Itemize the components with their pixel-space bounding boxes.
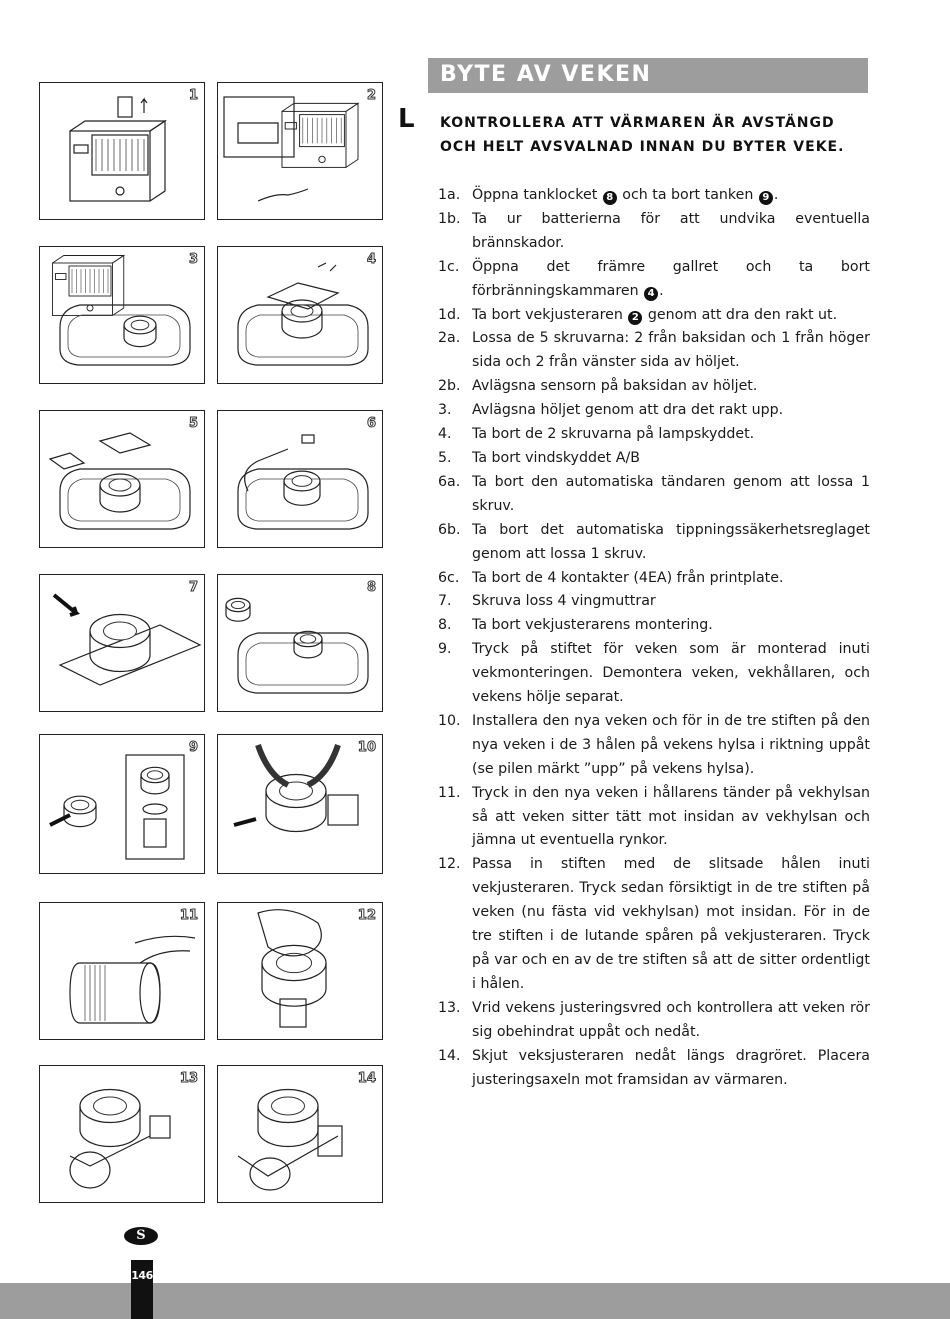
step-number: 6a. bbox=[438, 473, 461, 490]
figure-number: 11 bbox=[179, 908, 198, 923]
part-number-badge: 9 bbox=[759, 191, 773, 205]
step-number: 9. bbox=[438, 641, 452, 658]
section-title-bar bbox=[428, 58, 868, 93]
figure-illustration bbox=[40, 903, 205, 1040]
figure-number: 2 bbox=[366, 88, 376, 103]
figure-illustration bbox=[218, 247, 383, 384]
step-item bbox=[438, 256, 870, 304]
step-number: 2a. bbox=[438, 330, 461, 347]
step-item bbox=[438, 399, 870, 423]
figure-illustration bbox=[218, 1066, 383, 1203]
step-text: Avlägsna sensorn på baksidan av höljet. bbox=[472, 378, 758, 395]
figure-panel-10 bbox=[217, 734, 383, 874]
step-item bbox=[438, 638, 870, 710]
step-text: Passa in stiften med de slitsade hålen inuti vekjusteraren. Tryck sedan försiktigt in de tre stiften på veken (nu fästa vid vekhylsan) mot insidan. För in de tre stiften i de lutande spåren på vekjusteraren. Tryck på var och en av de tre stiften så att de sitter ordentligt i hålen. bbox=[472, 856, 870, 992]
warning-text: KONTROLLERA ATT VÄRMAREN ÄR AVSTÄNGD OCH HELT AVSVALNAD INNAN DU BYTER VEKE. bbox=[440, 115, 845, 155]
figure-illustration bbox=[218, 575, 383, 712]
figure-number: 9 bbox=[188, 740, 198, 755]
figure-illustration bbox=[40, 83, 205, 220]
figure-panel-3 bbox=[39, 246, 205, 384]
step-number: 2b. bbox=[438, 378, 461, 395]
step-text: Ta bort vekjusteraren 2 genom att dra den rakt ut. bbox=[472, 306, 838, 323]
step-text: Ta bort de 4 kontakter (4EA) från printplate. bbox=[472, 569, 784, 586]
figure-number: 14 bbox=[357, 1071, 376, 1086]
step-item bbox=[438, 710, 870, 782]
step-number: 5. bbox=[438, 449, 452, 466]
figure-number: 12 bbox=[357, 908, 376, 923]
step-text: Avlägsna höljet genom att dra det rakt upp. bbox=[472, 402, 784, 419]
step-item bbox=[438, 614, 870, 638]
figure-panel-2 bbox=[217, 82, 383, 220]
step-number: 10. bbox=[438, 712, 461, 729]
step-text: Tryck in den nya veken i hållarens tänder på vekhylsan så att veken sitter tätt mot insidan av vekhylsan och jämna ut eventuella rynkor. bbox=[472, 784, 870, 849]
step-number: 13. bbox=[438, 999, 461, 1016]
step-item bbox=[438, 304, 870, 328]
step-number: 1d. bbox=[438, 306, 461, 323]
part-number-badge: 4 bbox=[644, 287, 658, 301]
figure-number: 6 bbox=[366, 416, 376, 431]
step-number: 11. bbox=[438, 784, 461, 801]
step-text: Installera den nya veken och för in de tre stiften på den nya veken i de 3 hålen på vekens hylsa i riktning uppåt (se pilen märkt ”upp” på vekens hylsa). bbox=[472, 712, 870, 777]
figure-panel-7 bbox=[39, 574, 205, 712]
figure-number: 7 bbox=[188, 580, 198, 595]
step-text: Öppna det främre gallret och ta bort förbränningskammaren 4 . bbox=[472, 258, 870, 299]
figure-number: 1 bbox=[188, 88, 198, 103]
figure-number: 3 bbox=[188, 252, 198, 267]
step-number: 8. bbox=[438, 617, 452, 634]
step-text: Ta bort de 2 skruvarna på lampskyddet. bbox=[472, 426, 755, 443]
figure-illustration bbox=[40, 411, 205, 548]
step-number: 6b. bbox=[438, 521, 461, 538]
step-item bbox=[438, 447, 870, 471]
step-item bbox=[438, 590, 870, 614]
step-text: Ta bort vindskyddet A/B bbox=[472, 449, 640, 466]
step-item bbox=[438, 1045, 870, 1093]
section-title: BYTE AV VEKEN bbox=[440, 62, 652, 87]
step-item bbox=[438, 997, 870, 1045]
figure-panel-11 bbox=[39, 902, 205, 1040]
figure-number: 10 bbox=[357, 740, 376, 755]
step-item bbox=[438, 375, 870, 399]
step-text: Skruva loss 4 vingmuttrar bbox=[472, 593, 656, 610]
step-number: 14. bbox=[438, 1047, 461, 1064]
figure-panel-14 bbox=[217, 1065, 383, 1203]
step-item bbox=[438, 567, 870, 591]
figure-illustration bbox=[40, 735, 205, 873]
step-item bbox=[438, 782, 870, 854]
step-text: Vrid vekens justeringsvred och kontrollera att veken rör sig obehindrat uppåt och nedåt. bbox=[472, 999, 870, 1040]
language-badge: S bbox=[124, 1227, 158, 1245]
figure-number: 4 bbox=[366, 252, 376, 267]
step-text: Tryck på stiftet för veken som är monterad inuti vekmonteringen. Demontera veken, vekhållaren, och vekens hölje separat. bbox=[472, 641, 870, 706]
step-number: 4. bbox=[438, 426, 452, 443]
step-text: Ta bort den automatiska tändaren genom att lossa 1 skruv. bbox=[472, 473, 870, 514]
step-text: Öppna tanklocket 8 och ta bort tanken 9 . bbox=[472, 187, 779, 203]
step-text: Ta bort vekjusterarens montering. bbox=[472, 617, 713, 634]
step-number: 7. bbox=[438, 593, 452, 610]
figure-illustration bbox=[218, 903, 383, 1040]
figure-illustration bbox=[40, 1066, 205, 1203]
step-item bbox=[438, 471, 870, 519]
step-item bbox=[438, 853, 870, 996]
figure-illustration bbox=[40, 575, 205, 712]
figure-number: 5 bbox=[188, 416, 198, 431]
step-text: Ta bort det automatiska tippningssäkerhetsreglaget genom att lossa 1 skruv. bbox=[472, 521, 870, 562]
figure-illustration bbox=[40, 247, 205, 384]
part-number-badge: 8 bbox=[603, 191, 617, 205]
step-item bbox=[438, 327, 870, 375]
step-item bbox=[438, 184, 870, 208]
figure-illustration bbox=[218, 411, 383, 548]
figure-panel-4 bbox=[217, 246, 383, 384]
step-number: 6c. bbox=[438, 569, 460, 586]
figure-illustration bbox=[218, 83, 383, 220]
figure-panel-8 bbox=[217, 574, 383, 712]
figure-panel-6 bbox=[217, 410, 383, 548]
figure-number: 8 bbox=[366, 580, 376, 595]
figure-panel-1 bbox=[39, 82, 205, 220]
step-number: 3. bbox=[438, 402, 452, 419]
step-number: 1c. bbox=[438, 258, 460, 275]
step-number: 12. bbox=[438, 856, 461, 873]
step-text: Lossa de 5 skruvarna: 2 från baksidan och 1 från höger sida och 2 från vänster sida av höljet. bbox=[472, 330, 870, 371]
step-item bbox=[438, 423, 870, 447]
step-text: Skjut veksjusteraren nedåt längs dragröret. Placera justeringsaxeln mot framsidan av värmaren. bbox=[472, 1047, 870, 1088]
page-number-tab bbox=[131, 1260, 153, 1319]
figure-illustration bbox=[218, 735, 383, 873]
part-number-badge: 2 bbox=[628, 311, 642, 325]
figure-panel-12 bbox=[217, 902, 383, 1040]
instruction-steps bbox=[438, 184, 870, 1092]
step-text: Ta ur batterierna för att undvika eventuella brännskador. bbox=[472, 210, 870, 251]
figure-panel-9 bbox=[39, 734, 205, 874]
figure-panel-5 bbox=[39, 410, 205, 548]
figure-number: 13 bbox=[179, 1071, 198, 1086]
step-number: 1a. bbox=[438, 187, 461, 203]
figure-panel-13 bbox=[39, 1065, 205, 1203]
step-number: 1b. bbox=[438, 210, 461, 227]
page-number: 146 bbox=[131, 1269, 153, 1282]
step-item bbox=[438, 519, 870, 567]
step-item bbox=[438, 208, 870, 256]
section-letter: L bbox=[398, 104, 415, 134]
